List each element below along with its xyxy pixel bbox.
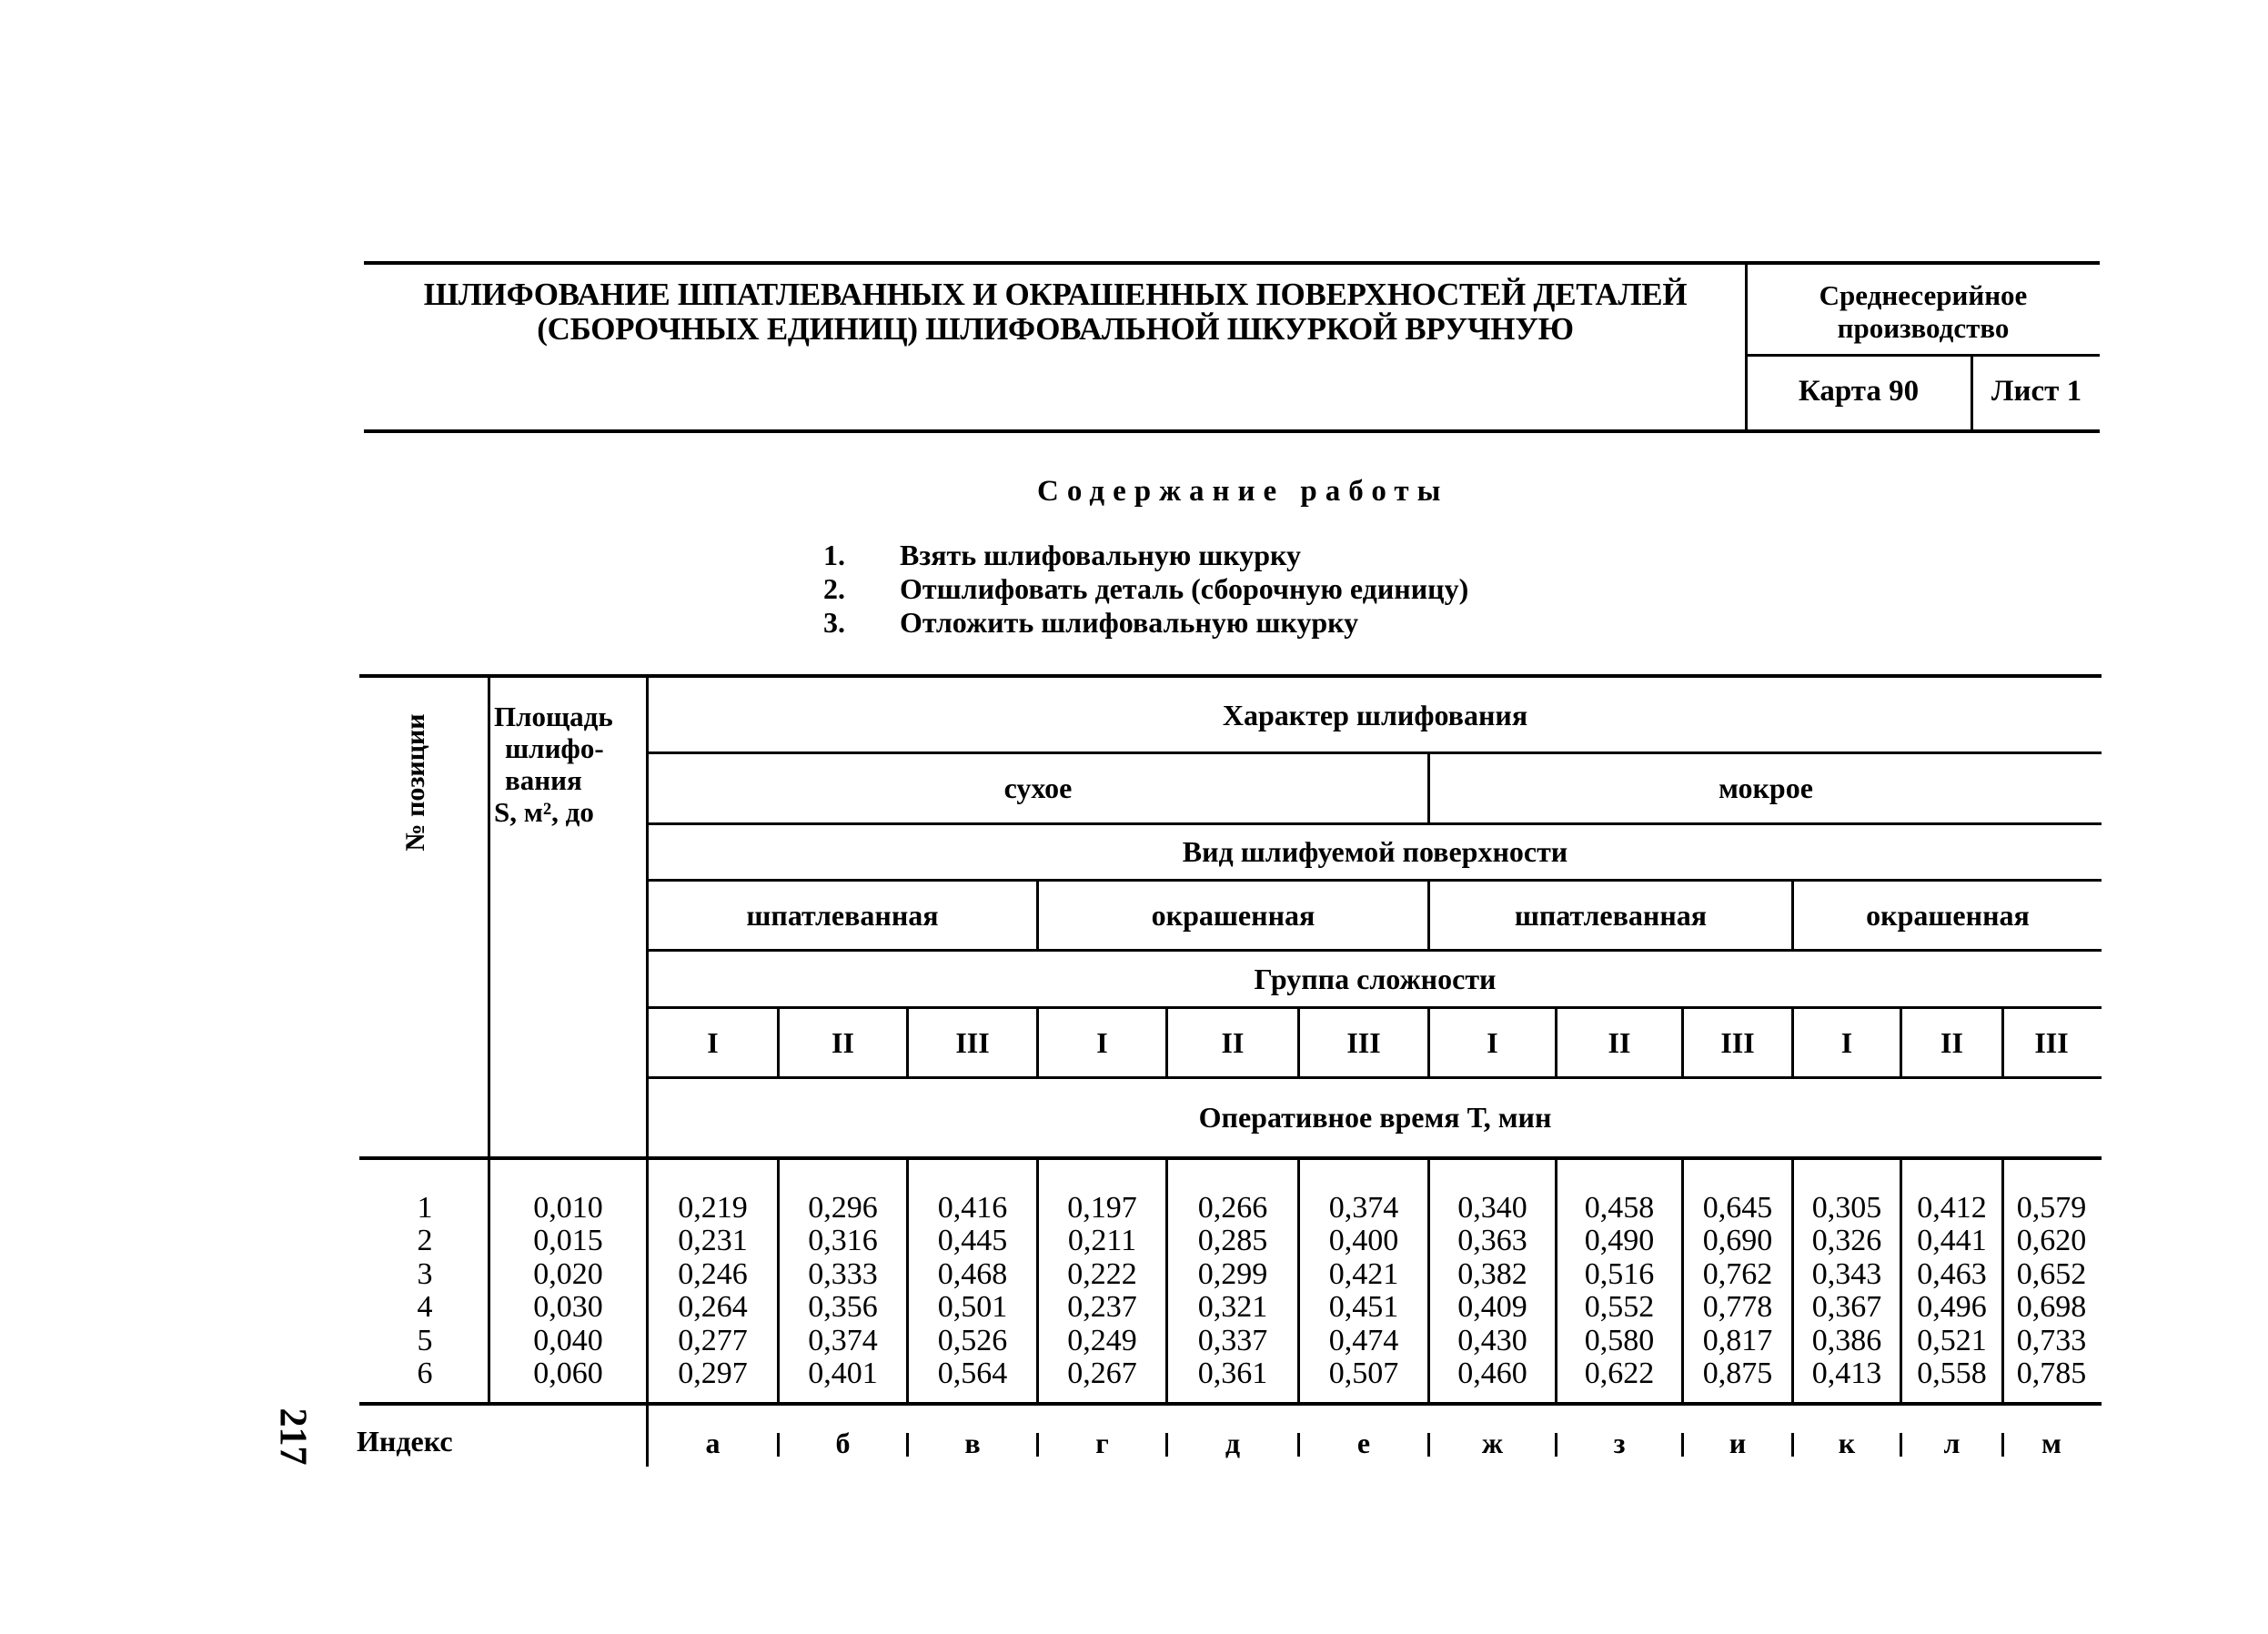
value-cell: 0,652 <box>2016 1256 2087 1291</box>
wet-header: мокрое <box>1719 772 1813 804</box>
group-cell: II <box>1940 1025 1963 1059</box>
value-column <box>1039 1192 1165 1390</box>
value-cell: 0,340 <box>1457 1191 1527 1225</box>
card-number: Карта 90 <box>1798 375 1920 408</box>
value-cell: 0,400 <box>1328 1224 1399 1258</box>
value-cell: 0,441 <box>1917 1224 1987 1258</box>
value-cell: 0,817 <box>1702 1323 1773 1357</box>
value-column <box>1557 1192 1681 1390</box>
value-cell: 0,778 <box>1702 1290 1773 1325</box>
index-cell: г <box>1095 1427 1109 1459</box>
value-cell: 0,451 <box>1328 1290 1399 1325</box>
value-cell: 0,620 <box>2016 1224 2087 1258</box>
value-cell: 0,516 <box>1584 1256 1655 1291</box>
step-text: Отшлифовать деталь (сборочную единицу) <box>900 572 1469 605</box>
position-cell: 1 <box>417 1191 433 1225</box>
value-cell: 0,237 <box>1067 1290 1137 1325</box>
value-column <box>649 1192 777 1390</box>
value-cell: 0,421 <box>1328 1256 1399 1291</box>
index-label: Индекс <box>357 1425 453 1457</box>
value-cell: 0,333 <box>808 1256 878 1291</box>
value-cell: 0,266 <box>1197 1191 1268 1225</box>
position-column <box>362 1192 488 1390</box>
value-cell: 0,445 <box>937 1224 1008 1258</box>
area-header <box>494 701 613 828</box>
area-cell: 0,040 <box>533 1323 603 1357</box>
value-cell: 0,579 <box>2016 1191 2087 1225</box>
value-column <box>909 1192 1036 1390</box>
value-cell: 0,463 <box>1917 1256 1987 1291</box>
step-number: 3. <box>823 606 845 639</box>
group-cell: I <box>1096 1025 1108 1059</box>
step-text: Взять шлифовальную шкурку <box>900 539 1302 571</box>
index-cell: и <box>1729 1427 1747 1459</box>
rule-data-bottom <box>359 1402 2102 1406</box>
document-title-line2: (СБОРОЧНЫХ ЕДИНИЦ) ШЛИФОВАЛЬНОЙ ШКУРКОЙ ВРУЧНУЮ <box>537 311 1574 347</box>
value-column <box>1684 1192 1791 1390</box>
work-steps-list <box>823 539 1468 640</box>
group-cell: II <box>1221 1025 1245 1059</box>
value-column <box>1902 1192 2001 1390</box>
value-cell: 0,507 <box>1328 1357 1399 1391</box>
value-cell: 0,326 <box>1811 1224 1882 1258</box>
value-cell: 0,316 <box>808 1224 878 1258</box>
value-column <box>1430 1192 1555 1390</box>
header-inner-rule <box>1745 354 2100 357</box>
step-number: 2. <box>823 572 845 605</box>
value-cell: 0,690 <box>1702 1224 1773 1258</box>
value-cell: 0,321 <box>1197 1290 1268 1325</box>
group-cell: II <box>1608 1025 1631 1059</box>
value-column <box>1300 1192 1427 1390</box>
area-column <box>490 1192 646 1390</box>
value-cell: 0,490 <box>1584 1224 1655 1258</box>
group-cell: III <box>955 1025 990 1059</box>
value-cell: 0,219 <box>678 1191 748 1225</box>
index-cell: к <box>1838 1427 1856 1459</box>
production-type <box>1747 279 2100 345</box>
position-cell: 6 <box>417 1357 433 1391</box>
grinding-character-header: Характер шлифования <box>1222 698 1528 731</box>
value-cell: 0,413 <box>1811 1357 1882 1391</box>
value-cell: 0,468 <box>937 1256 1008 1291</box>
value-cell: 0,356 <box>808 1290 878 1325</box>
value-cell: 0,305 <box>1811 1191 1882 1225</box>
surface-header: окрашенная <box>1866 898 2030 932</box>
value-cell: 0,416 <box>937 1191 1008 1225</box>
index-cell: б <box>835 1427 851 1459</box>
value-cell: 0,733 <box>2016 1323 2087 1357</box>
value-cell: 0,231 <box>678 1224 748 1258</box>
group-cell: I <box>1487 1025 1498 1059</box>
operative-time-header: Оперативное время Т, мин <box>1198 1101 1552 1134</box>
page-number: 217 <box>271 1407 314 1466</box>
value-cell: 0,460 <box>1457 1357 1527 1391</box>
value-cell: 0,558 <box>1917 1357 1987 1391</box>
index-cell: м <box>2041 1427 2061 1459</box>
position-cell: 4 <box>417 1290 433 1325</box>
area-header-line: Площадь <box>494 701 613 732</box>
complexity-group-header: Группа сложности <box>1254 962 1497 995</box>
index-cell: ж <box>1481 1427 1504 1459</box>
work-step <box>823 606 1468 640</box>
value-cell: 0,264 <box>678 1290 748 1325</box>
value-cell: 0,401 <box>808 1357 878 1391</box>
dry-header: сухое <box>1003 772 1073 804</box>
value-cell: 0,698 <box>2016 1290 2087 1325</box>
value-cell: 0,496 <box>1917 1290 1987 1325</box>
group-cell: II <box>832 1025 854 1059</box>
value-cell: 0,382 <box>1457 1256 1527 1291</box>
area-cell: 0,020 <box>533 1256 603 1291</box>
value-cell: 0,526 <box>937 1323 1008 1357</box>
value-cell: 0,197 <box>1067 1191 1137 1225</box>
area-cell: 0,060 <box>533 1357 603 1391</box>
value-column <box>2004 1192 2099 1390</box>
surface-header: шпатлеванная <box>746 898 939 932</box>
step-number: 1. <box>823 539 845 571</box>
header-top-rule <box>364 261 2100 265</box>
index-cell: з <box>1613 1427 1626 1459</box>
value-cell: 0,875 <box>1702 1357 1773 1391</box>
value-cell: 0,222 <box>1067 1256 1137 1291</box>
area-header-line: вания <box>505 764 582 796</box>
area-cell: 0,030 <box>533 1290 603 1325</box>
value-cell: 0,501 <box>937 1290 1008 1325</box>
value-cell: 0,552 <box>1584 1290 1655 1325</box>
area-cell: 0,015 <box>533 1224 603 1258</box>
value-cell: 0,374 <box>1328 1191 1399 1225</box>
value-cell: 0,564 <box>937 1357 1008 1391</box>
value-cell: 0,580 <box>1584 1323 1655 1357</box>
group-cell: I <box>707 1025 719 1059</box>
value-cell: 0,430 <box>1457 1323 1527 1357</box>
work-step <box>823 572 1468 606</box>
group-cell: III <box>1346 1025 1381 1059</box>
value-column <box>1168 1192 1297 1390</box>
sheet-number: Лист 1 <box>1991 375 2082 408</box>
value-cell: 0,361 <box>1197 1357 1268 1391</box>
value-cell: 0,285 <box>1197 1224 1268 1258</box>
value-cell: 0,374 <box>808 1323 878 1357</box>
rule-header-bottom <box>359 1156 2102 1160</box>
value-cell: 0,337 <box>1197 1323 1268 1357</box>
work-content-title: Содержание работы <box>1037 475 1449 508</box>
group-cell: III <box>1720 1025 1755 1059</box>
index-cell: е <box>1356 1427 1371 1459</box>
value-cell: 0,412 <box>1917 1191 1987 1225</box>
step-text: Отложить шлифовальную шкурку <box>900 606 1359 639</box>
index-cell: д <box>1225 1427 1241 1459</box>
value-cell: 0,267 <box>1067 1357 1137 1391</box>
value-cell: 0,458 <box>1584 1191 1655 1225</box>
value-cell: 0,363 <box>1457 1224 1527 1258</box>
value-cell: 0,474 <box>1328 1323 1399 1357</box>
value-cell: 0,409 <box>1457 1290 1527 1325</box>
value-cell: 0,297 <box>678 1357 748 1391</box>
document-title-line1: ШЛИФОВАНИЕ ШПАТЛЕВАННЫХ И ОКРАШЕННЫХ ПОВЕРХНОСТЕЙ ДЕТАЛЕЙ <box>423 277 1688 312</box>
surface-type-header: Вид шлифуемой поверхности <box>1182 835 1568 868</box>
group-cell: I <box>1840 1025 1853 1059</box>
position-header: № позиции <box>400 713 430 852</box>
header-bottom-rule <box>364 429 2100 433</box>
value-cell: 0,299 <box>1197 1256 1268 1291</box>
value-column <box>780 1192 906 1390</box>
area-header-line: S, м², до <box>494 796 594 828</box>
group-cell: III <box>2034 1025 2069 1059</box>
value-cell: 0,521 <box>1917 1323 1987 1357</box>
index-cell: а <box>705 1427 721 1459</box>
value-column <box>1794 1192 1900 1390</box>
value-cell: 0,296 <box>808 1191 878 1225</box>
value-cell: 0,386 <box>1811 1323 1882 1357</box>
position-cell: 2 <box>417 1224 433 1258</box>
surface-header: шпатлеванная <box>1514 898 1708 932</box>
production-type-line1: Среднесерийное <box>1819 279 2028 311</box>
area-cell: 0,010 <box>533 1191 603 1225</box>
value-cell: 0,622 <box>1584 1357 1655 1391</box>
position-cell: 3 <box>417 1256 433 1291</box>
value-cell: 0,211 <box>1067 1224 1137 1258</box>
value-cell: 0,249 <box>1067 1323 1137 1357</box>
value-cell: 0,277 <box>678 1323 748 1357</box>
value-cell: 0,645 <box>1702 1191 1773 1225</box>
index-cell: л <box>1943 1427 1961 1459</box>
area-header-line: шлифо- <box>505 732 604 764</box>
position-cell: 5 <box>417 1323 433 1357</box>
value-cell: 0,246 <box>678 1256 748 1291</box>
value-cell: 0,343 <box>1811 1256 1882 1291</box>
value-cell: 0,367 <box>1811 1290 1882 1325</box>
work-step <box>823 539 1468 572</box>
production-type-line2: производство <box>1837 312 2010 344</box>
value-cell: 0,762 <box>1702 1256 1773 1291</box>
index-cell: в <box>964 1427 981 1459</box>
value-cell: 0,785 <box>2016 1357 2087 1391</box>
surface-header: окрашенная <box>1151 898 1315 932</box>
document-title <box>382 277 1729 347</box>
